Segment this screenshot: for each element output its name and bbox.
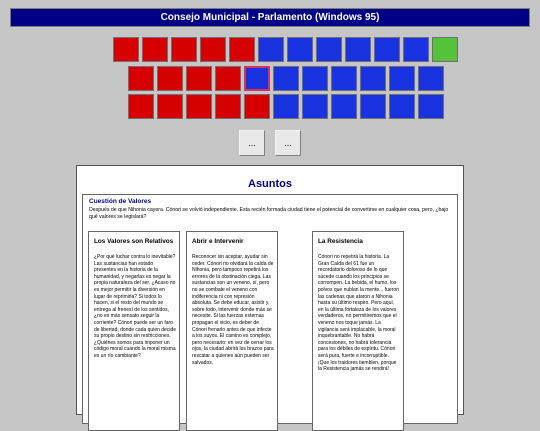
seat-blue[interactable] xyxy=(287,37,313,62)
seat-red[interactable] xyxy=(186,66,212,91)
option-text: ¿Por qué luchar contra lo inevitable? Las sustancias han estado presentes en la historia de la humanidad, y negarlas es negar la propia naturaleza del ser. ¿Acaso no es mejor permitir la diversión en lugar de reprimirla? Si todos lo hacen, si el resto del mundo se entrega al frenesí de los sentidos, ¿no es más sensato seguir la corriente? Cónori puede ser un faro de libertad, donde cada quien decide su propio destino sin restricciones. ¿Quiénes somos para imponer un código moral cuando la moral misma es un río cambiante? xyxy=(94,254,177,359)
seat-red[interactable] xyxy=(128,94,154,119)
seat-blue[interactable] xyxy=(418,66,444,91)
window-title-bar xyxy=(10,8,530,27)
seat-red[interactable] xyxy=(113,37,139,62)
seat-red[interactable] xyxy=(229,37,255,62)
option-card-relative-values[interactable] xyxy=(88,231,180,431)
panel-title: Asuntos xyxy=(248,178,292,190)
seat-blue[interactable] xyxy=(273,66,299,91)
option-title: La Resistencia xyxy=(318,238,363,245)
question-box xyxy=(82,194,458,424)
option-card-resistance[interactable] xyxy=(312,231,404,431)
previous-button[interactable]: ... xyxy=(239,130,265,156)
issues-panel xyxy=(76,165,464,415)
seat-blue[interactable] xyxy=(316,37,342,62)
seat-red[interactable] xyxy=(171,37,197,62)
seat-blue[interactable] xyxy=(374,37,400,62)
seat-red[interactable] xyxy=(215,94,241,119)
next-button[interactable]: ... xyxy=(275,130,301,156)
seat-green[interactable] xyxy=(432,37,458,62)
option-card-open-intervene[interactable] xyxy=(186,231,278,431)
seat-red[interactable] xyxy=(244,94,270,119)
seat-blue[interactable] xyxy=(360,66,386,91)
seat-red[interactable] xyxy=(186,94,212,119)
seat-blue[interactable] xyxy=(302,94,328,119)
seat-blue[interactable] xyxy=(403,37,429,62)
option-title: Los Valores son Relativos xyxy=(94,238,174,245)
seat-blue[interactable] xyxy=(331,94,357,119)
option-title: Abrir e Intervenir xyxy=(192,238,244,245)
seat-blue[interactable] xyxy=(302,66,328,91)
seat-red[interactable] xyxy=(142,37,168,62)
seat-red[interactable] xyxy=(157,66,183,91)
seat-blue[interactable] xyxy=(258,37,284,62)
seat-red[interactable] xyxy=(200,37,226,62)
seat-blue[interactable] xyxy=(389,66,415,91)
question-text: Después de que Nihonia cayera. Cónori se volvió independiente. Esta recién formada ciudad tiene el potencial de convertirse en cualquier cosa, pero, ¿bajo qué valores se legislará? xyxy=(89,207,449,220)
seat-red[interactable] xyxy=(215,66,241,91)
question-title: Cuestión de Valores xyxy=(89,198,152,205)
seat-red[interactable] xyxy=(157,94,183,119)
seat-blue[interactable] xyxy=(273,94,299,119)
seat-blue[interactable] xyxy=(389,94,415,119)
option-text: Cónori no repetirá la historia. La Gran Caída del 61 fue un recordatorio doloroso de lo que sucede cuando los principios se corrompen. La bebida, el humo, los polvos que nublan la mente... fueron las cadenas que ataron a Nihonia hasta su último respiro. Pero aquí, en la última fortaleza de los valores verdaderos, no permitiremos que el veneno nos toque jamás. La vigilancia será implacable, la moral inquebrantable. No habrá concesiones, no habrá tolerancia para los débiles de espíritu. Cónori será pura, fuerte e incorruptible. ¡Que los traidores tiemblen, porque la Resistencia jamás se rendirá! xyxy=(318,254,399,373)
seat-blue[interactable] xyxy=(345,37,371,62)
seat-blue[interactable] xyxy=(331,66,357,91)
seat-blue[interactable] xyxy=(418,94,444,119)
window-title: Consejo Municipal - Parlamento (Windows 95) xyxy=(160,12,380,23)
seat-blue[interactable] xyxy=(244,66,270,91)
option-text: Reconocer sin aceptar, ayudar sin ceder. Cónori no olvidará la caída de Nihonia, pero tampoco repetirá los errores de la obstinación ciega. Las sustancias son un veneno, sí, pero no se combate el veneno con indiferencia ni con represión absoluta. Se debe educar, asistir y, sobre todo, intervenir donde más se necesite. Si las fuerzas externas propagan el vicio, es deber de Cónori frenarlo antes de que infecte a los suyos. El camino es complejo, pero necesario: en vez de cerrar los ojos, la ciudad abrirá los brazos para rescatar a quienes aún pueden ser salvados. xyxy=(192,254,274,366)
seat-blue[interactable] xyxy=(360,94,386,119)
seat-red[interactable] xyxy=(128,66,154,91)
